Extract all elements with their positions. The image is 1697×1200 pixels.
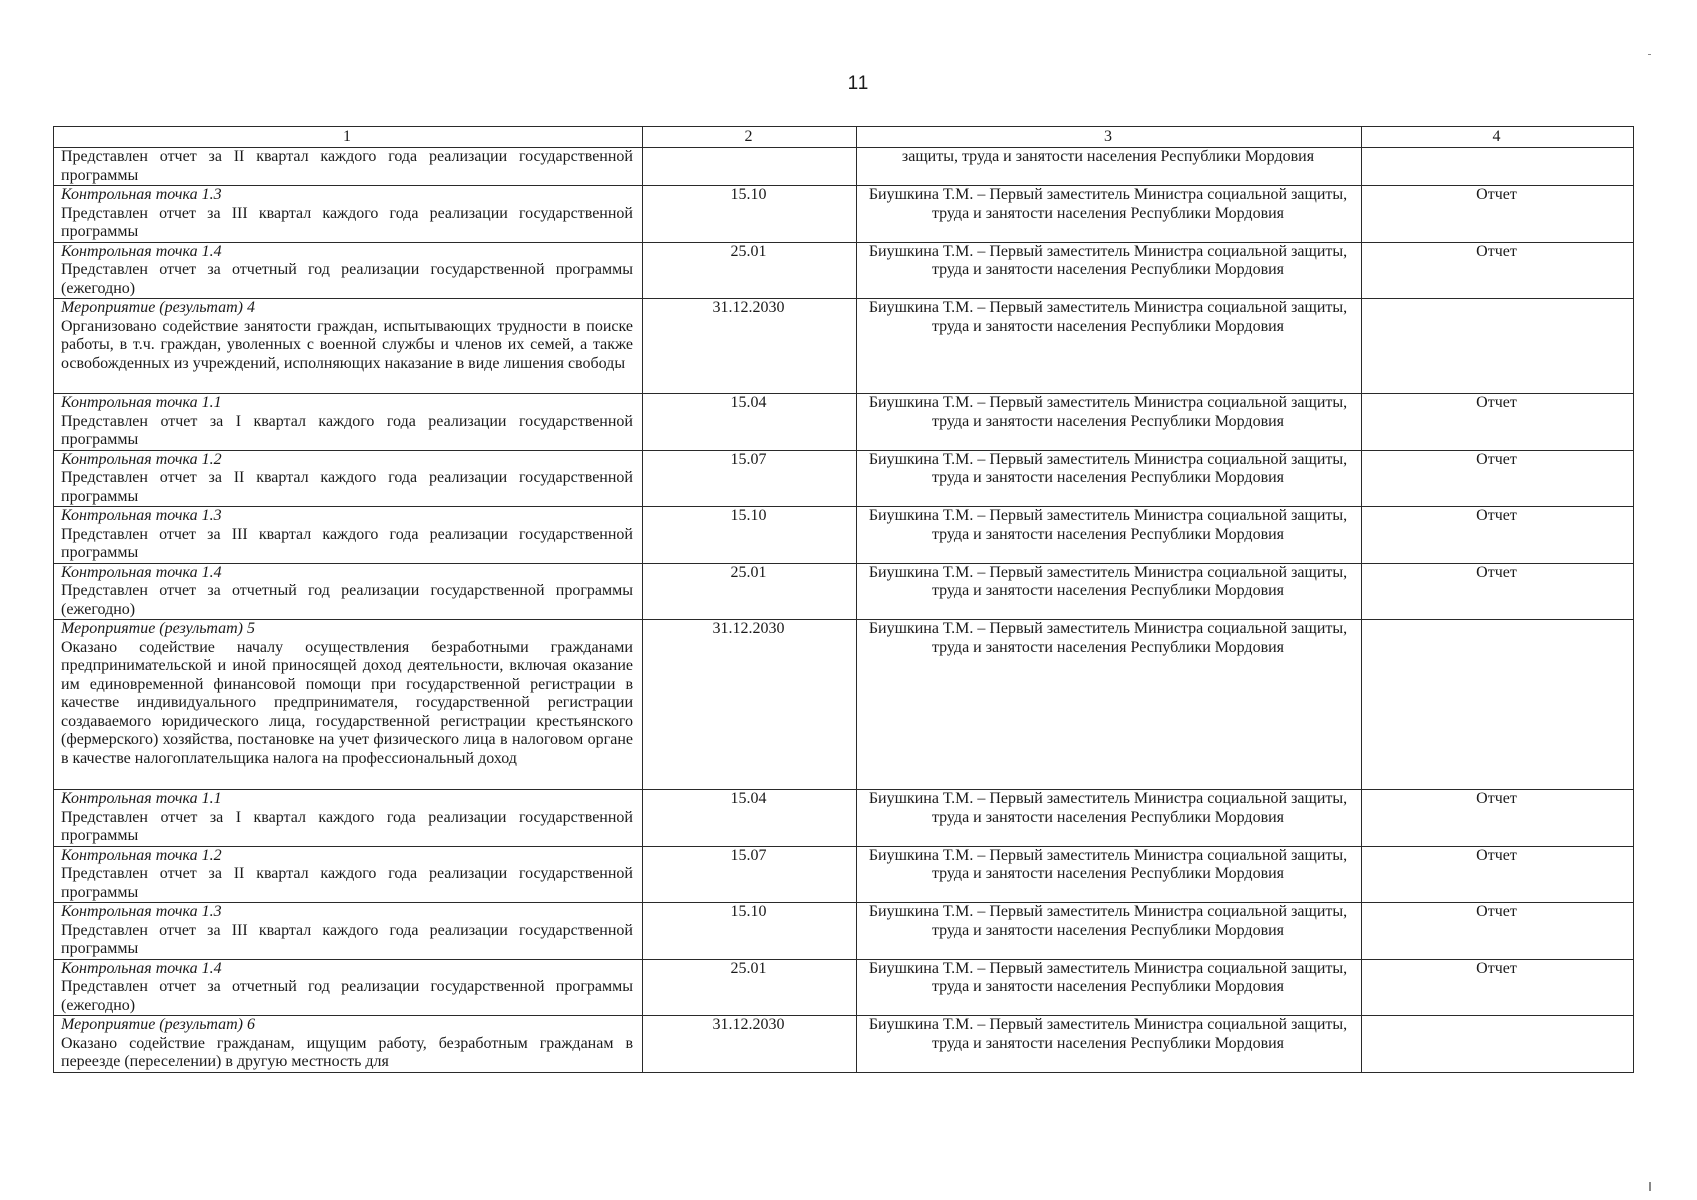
document-type-cell: Отчет <box>1362 790 1634 847</box>
activity-title: Контрольная точка 1.4 <box>61 563 222 581</box>
table-row <box>54 790 1634 847</box>
activity-description-cell <box>54 1016 643 1073</box>
deadline-cell: 25.01 <box>643 242 857 299</box>
activity-description-cell <box>54 959 643 1016</box>
deadline-cell: 15.04 <box>643 790 857 847</box>
column-header-2: 2 <box>643 127 857 148</box>
table-row <box>54 959 1634 1016</box>
document-type-cell: Отчет <box>1362 903 1634 960</box>
deadline-cell: 15.07 <box>643 450 857 507</box>
document-type-cell: Отчет <box>1362 507 1634 564</box>
activity-text: Представлен отчет за II квартал каждого года реализации государственной программы <box>61 148 633 184</box>
responsible-cell: Биушкина Т.М. – Первый заместитель Министра социальной защиты, труда и занятости населения Республики Мордовия <box>857 394 1362 451</box>
responsible-cell: Биушкина Т.М. – Первый заместитель Министра социальной защиты, труда и занятости населения Республики Мордовия <box>857 620 1362 790</box>
activity-title: Контрольная точка 1.4 <box>61 242 222 260</box>
activity-title: Контрольная точка 1.3 <box>61 186 222 203</box>
deadline-cell: 15.10 <box>643 903 857 960</box>
activity-description-cell <box>54 148 643 186</box>
responsible-cell: Биушкина Т.М. – Первый заместитель Министра социальной защиты, труда и занятости населения Республики Мордовия <box>857 242 1362 299</box>
table-row <box>54 148 1634 186</box>
activity-text: Представлен отчет за отчетный год реализации государственной программы (ежегодно) <box>61 261 633 297</box>
document-type-cell: Отчет <box>1362 242 1634 299</box>
deadline-cell: 31.12.2030 <box>643 299 857 394</box>
responsible-cell: Биушкина Т.М. – Первый заместитель Министра социальной защиты, труда и занятости населения Республики Мордовия <box>857 1016 1362 1073</box>
deadline-cell: 31.12.2030 <box>643 1016 857 1073</box>
responsible-cell: Биушкина Т.М. – Первый заместитель Министра социальной защиты, труда и занятости населения Республики Мордовия <box>857 563 1362 620</box>
document-type-cell <box>1362 299 1634 394</box>
activity-description-cell <box>54 507 643 564</box>
activity-description-cell <box>54 242 643 299</box>
activity-description-cell <box>54 846 643 903</box>
deadline-cell: 15.10 <box>643 507 857 564</box>
activity-description-cell <box>54 563 643 620</box>
responsible-cell: Биушкина Т.М. – Первый заместитель Министра социальной защиты, труда и занятости населения Республики Мордовия <box>857 959 1362 1016</box>
responsible-cell: Биушкина Т.М. – Первый заместитель Министра социальной защиты, труда и занятости населения Республики Мордовия <box>857 903 1362 960</box>
document-type-cell: Отчет <box>1362 186 1634 243</box>
activity-title: Контрольная точка 1.1 <box>61 394 222 411</box>
document-type-cell: Отчет <box>1362 846 1634 903</box>
activity-title: Контрольная точка 1.1 <box>61 790 222 807</box>
activity-description-cell <box>54 299 643 394</box>
responsible-cell: Биушкина Т.М. – Первый заместитель Министра социальной защиты, труда и занятости населения Республики Мордовия <box>857 299 1362 394</box>
activity-text: Представлен отчет за отчетный год реализации государственной программы (ежегодно) <box>61 978 633 1014</box>
activity-description-cell <box>54 450 643 507</box>
activity-text: Представлен отчет за III квартал каждого года реализации государственной программы <box>61 525 633 561</box>
activity-text: Представлен отчет за I квартал каждого года реализации государственной программы <box>61 412 633 448</box>
activity-title: Мероприятие (результат) 6 <box>61 1016 255 1033</box>
document-type-cell: Отчет <box>1362 450 1634 507</box>
column-header-3: 3 <box>857 127 1362 148</box>
table-row <box>54 450 1634 507</box>
activity-description-cell <box>54 186 643 243</box>
page-number: 11 <box>847 73 870 94</box>
activity-title: Контрольная точка 1.4 <box>61 959 222 977</box>
activity-text: Представлен отчет за III квартал каждого года реализации государственной программы <box>61 921 633 957</box>
activity-title: Мероприятие (результат) 5 <box>61 620 255 637</box>
header-row <box>54 127 1634 148</box>
column-header-4: 4 <box>1362 127 1634 148</box>
document-type-cell <box>1362 148 1634 186</box>
table-header <box>54 127 1634 148</box>
table-row <box>54 299 1634 394</box>
activity-text: Представлен отчет за II квартал каждого года реализации государственной программы <box>61 865 633 901</box>
deadline-cell: 25.01 <box>643 959 857 1016</box>
document-type-cell: Отчет <box>1362 959 1634 1016</box>
activity-text: Представлен отчет за II квартал каждого года реализации государственной программы <box>61 469 633 505</box>
table-row <box>54 1016 1634 1073</box>
deadline-cell: 31.12.2030 <box>643 620 857 790</box>
table-body <box>54 148 1634 1073</box>
column-header-1: 1 <box>54 127 643 148</box>
activity-title: Мероприятие (результат) 4 <box>61 299 255 316</box>
document-type-cell <box>1362 620 1634 790</box>
table-row <box>54 186 1634 243</box>
activity-text: Представлен отчет за III квартал каждого года реализации государственной программы <box>61 204 633 240</box>
deadline-cell: 15.07 <box>643 846 857 903</box>
activity-description-cell <box>54 394 643 451</box>
document-type-cell: Отчет <box>1362 563 1634 620</box>
activity-text: Представлен отчет за отчетный год реализации государственной программы (ежегодно) <box>61 582 633 618</box>
table-row <box>54 620 1634 790</box>
activity-description-cell <box>54 620 643 790</box>
table-row <box>54 846 1634 903</box>
activity-text: Оказано содействие гражданам, ищущим работу, безработным гражданам в переезде (переселении) в другую местность для <box>61 1034 633 1070</box>
activity-text: Организовано содействие занятости граждан, испытывающих трудности в поиске работы, в т.ч. граждан, уволенных с военной службы и членов их семей, а также освобожденных из учреждений, исполняющих наказание в виде лишения свободы <box>61 317 633 372</box>
deadline-cell: 15.04 <box>643 394 857 451</box>
document-type-cell <box>1362 1016 1634 1073</box>
activity-title: Контрольная точка 1.3 <box>61 507 222 524</box>
responsible-cell: Биушкина Т.М. – Первый заместитель Министра социальной защиты, труда и занятости населения Республики Мордовия <box>857 790 1362 847</box>
responsible-cell: Биушкина Т.М. – Первый заместитель Министра социальной защиты, труда и занятости населения Республики Мордовия <box>857 846 1362 903</box>
table-row <box>54 903 1634 960</box>
activity-description-cell <box>54 903 643 960</box>
activity-title: Контрольная точка 1.3 <box>61 903 222 920</box>
responsible-cell: Биушкина Т.М. – Первый заместитель Министра социальной защиты, труда и занятости населения Республики Мордовия <box>857 186 1362 243</box>
activity-title: Контрольная точка 1.2 <box>61 846 222 864</box>
document-type-cell: Отчет <box>1362 394 1634 451</box>
responsible-cell: защиты, труда и занятости населения Республики Мордовия <box>857 148 1362 186</box>
activities-table <box>53 126 1634 1073</box>
table-row <box>54 563 1634 620</box>
table-row <box>54 394 1634 451</box>
deadline-cell: 15.10 <box>643 186 857 243</box>
responsible-cell: Биушкина Т.М. – Первый заместитель Министра социальной защиты, труда и занятости населения Республики Мордовия <box>857 507 1362 564</box>
deadline-cell <box>643 148 857 186</box>
activity-title: Контрольная точка 1.2 <box>61 450 222 468</box>
activity-text: Оказано содействие началу осуществления безработными гражданами предпринимательской и иной приносящей доход деятельности, включая оказание им единовременной финансовой помощи при государственной регистрации в качестве индивидуального предпринимателя, государственной регистрации создаваемого юридического лица, государственной регистрации крестьянского (фермерского) хозяйства, постановке на учет физического лица в налоговом органе в качестве налогоплательщика налога на профессиональный доход <box>61 638 633 767</box>
deadline-cell: 25.01 <box>643 563 857 620</box>
responsible-cell: Биушкина Т.М. – Первый заместитель Министра социальной защиты, труда и занятости населения Республики Мордовия <box>857 450 1362 507</box>
activity-text: Представлен отчет за I квартал каждого года реализации государственной программы <box>61 808 633 844</box>
activity-description-cell <box>54 790 643 847</box>
scan-mark <box>1648 54 1651 55</box>
scan-mark <box>1649 1182 1651 1191</box>
table-row <box>54 242 1634 299</box>
table-row <box>54 507 1634 564</box>
